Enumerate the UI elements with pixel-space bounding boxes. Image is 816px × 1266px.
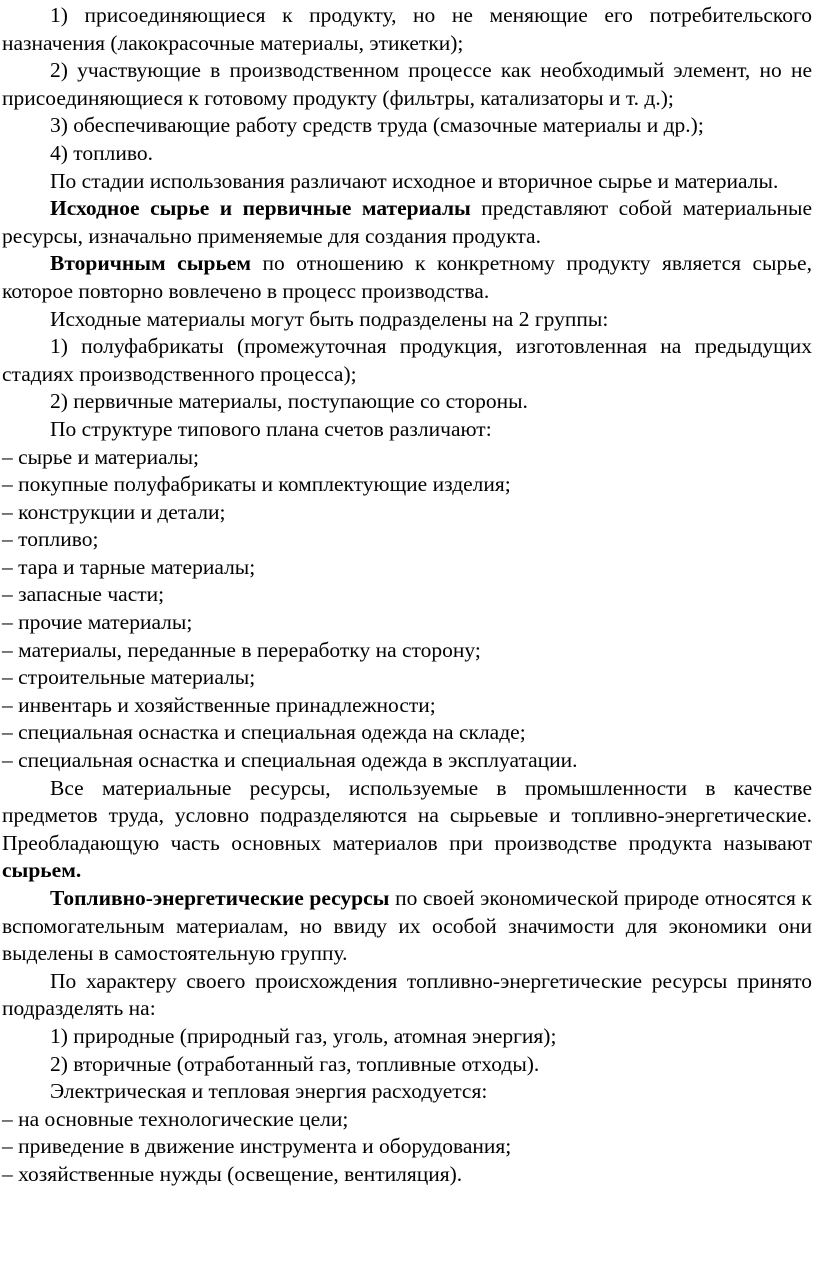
list-item — [2, 1133, 812, 1161]
text-run: – конструкции и детали; — [2, 499, 226, 524]
paragraph — [2, 306, 812, 334]
text-run: по отношению к конкретному продукту является сырье, которое повторно вовлечено в процесс производства. — [2, 251, 812, 303]
paragraph — [2, 775, 812, 885]
text-run: – специальная оснастка и специальная одежда в эксплуатации. — [2, 748, 578, 773]
list-item — [2, 526, 812, 554]
bold-term: Топливно-энергетические ресурсы — [50, 886, 390, 910]
bold-term: сырьем. — [2, 858, 82, 883]
text-run: – прочие материалы; — [2, 610, 193, 635]
text-run: 2) первичные материалы, поступающие со стороны. — [50, 389, 528, 414]
list-item — [2, 471, 812, 499]
text-run: По характеру своего происхождения топливно-энергетические ресурсы принято подразделять на: — [2, 968, 812, 1021]
text-run: По стадии использования различают исходное и вторичное сырье и материалы. — [50, 168, 779, 193]
text-run: – сырье и материалы; — [2, 444, 199, 469]
paragraph — [2, 57, 812, 112]
list-item — [2, 747, 812, 775]
paragraph — [2, 333, 812, 388]
text-run: – хозяйственные нужды (освещение, вентиляция). — [2, 1161, 463, 1186]
text-run: По структуре типового плана счетов различают: — [50, 416, 492, 441]
paragraph — [2, 1051, 812, 1079]
text-run: Все материальные ресурсы, используемые в промышленности в качестве предметов труда, условно подразделяются на сырьевые и топливно-энергетические. Преобладающую часть основных материалов при производстве продукта называют — [2, 775, 812, 855]
paragraph — [2, 1023, 812, 1051]
paragraph — [2, 112, 812, 140]
list-item — [2, 664, 812, 692]
text-run: 2) участвующие в производственном процессе как необходимый элемент, но не присоединяющиеся к готовому продукту (фильтры, катализаторы и т. д.); — [2, 58, 812, 110]
list-item — [2, 581, 812, 609]
paragraph — [2, 1078, 812, 1106]
bold-term: Исходное сырье и первичные материалы — [50, 196, 471, 221]
text-run: – инвентарь и хозяйственные принадлежности; — [2, 692, 436, 717]
text-run: 4) топливо. — [50, 140, 154, 165]
text-run: 3) обеспечивающие работу средств труда (смазочные материалы и др.); — [50, 113, 704, 138]
text-run: – на основные технологические цели; — [2, 1106, 349, 1131]
paragraph — [2, 885, 812, 968]
paragraph — [2, 250, 812, 305]
list-item — [2, 1161, 812, 1189]
text-run: – тара и тарные материалы; — [2, 554, 256, 579]
paragraph — [2, 416, 812, 444]
list-item — [2, 637, 812, 665]
text-run: – строительные материалы; — [2, 665, 256, 690]
text-run: – запасные части; — [2, 582, 165, 607]
text-run: 1) полуфабрикаты (промежуточная продукция, изготовленная на предыдущих стадиях производственного процесса); — [2, 334, 812, 386]
paragraph — [2, 140, 812, 168]
text-run: 1) присоединяющиеся к продукту, но не меняющие его потребительского назначения (лакокрасочные материалы, этикетки); — [2, 3, 812, 55]
list-item — [2, 1106, 812, 1134]
paragraph — [2, 168, 812, 196]
paragraph — [2, 2, 812, 57]
text-run: по своей экономической природе относятся к вспомогательным материалам, но ввиду их особой значимости для экономики они выделены в самостоятельную группу. — [2, 886, 812, 966]
bold-term: Вторичным сырьем — [50, 251, 251, 276]
list-item — [2, 499, 812, 527]
list-item — [2, 609, 812, 637]
paragraph — [2, 968, 812, 1023]
text-run: Исходные материалы могут быть подразделены на 2 группы: — [50, 306, 609, 331]
text-run: – топливо; — [2, 527, 99, 552]
list-item — [2, 554, 812, 582]
list-item — [2, 719, 812, 747]
text-run: – специальная оснастка и специальная одежда на складе; — [2, 720, 526, 745]
text-run: Электрическая и тепловая энергия расходуется: — [50, 1079, 488, 1104]
paragraph — [2, 195, 812, 250]
text-run: – материалы, переданные в переработку на сторону; — [2, 637, 481, 662]
list-item — [2, 444, 812, 472]
text-run: 2) вторичные (отработанный газ, топливные отходы). — [50, 1051, 540, 1076]
paragraph — [2, 388, 812, 416]
text-run: – приведение в движение инструмента и оборудования; — [2, 1134, 512, 1159]
list-item — [2, 692, 812, 720]
text-run: – покупные полуфабрикаты и комплектующие изделия; — [2, 472, 511, 497]
text-run: 1) природные (природный газ, уголь, атомная энергия); — [50, 1023, 557, 1048]
text-run: представляют собой материальные ресурсы, изначально применяемые для создания продукта. — [2, 196, 813, 248]
